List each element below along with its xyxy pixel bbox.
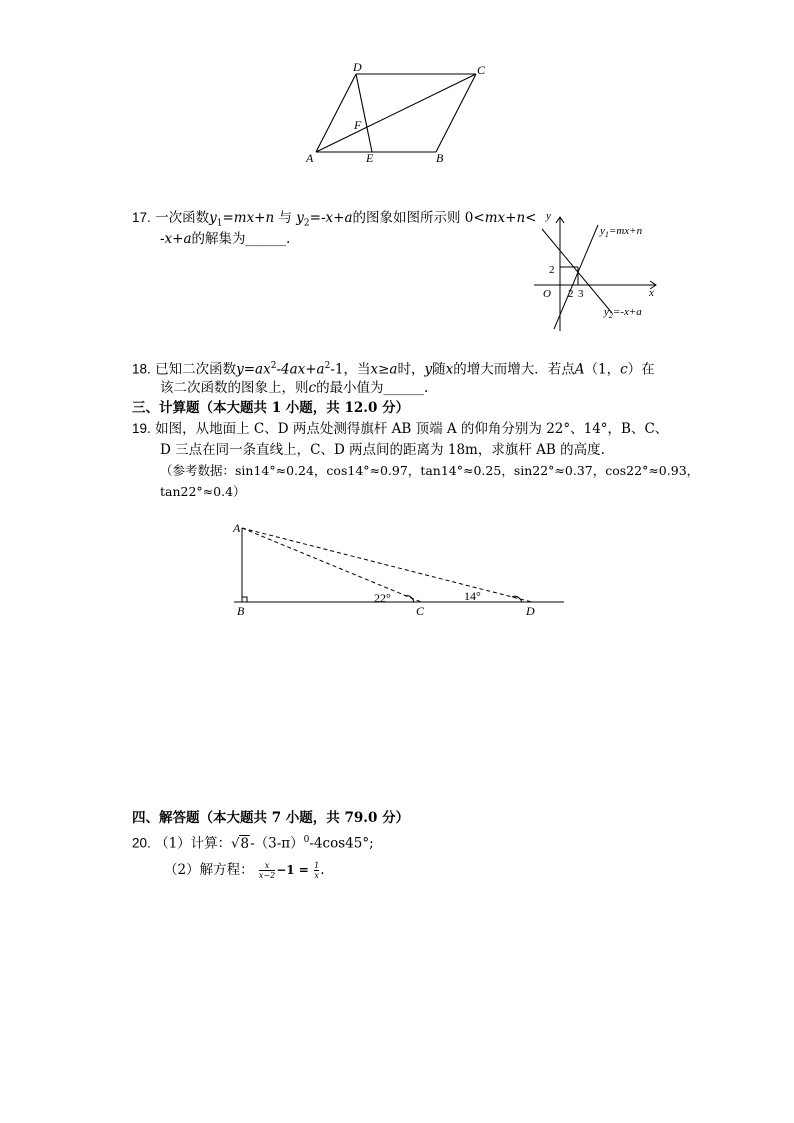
axis-x-label: x: [649, 287, 654, 299]
label-E: E: [366, 151, 374, 165]
line2-label: $y_2=-x+a$: [604, 306, 642, 320]
frac2-num: 1: [314, 861, 320, 870]
label-D: D: [353, 60, 362, 74]
q20-part2: [164, 860, 325, 880]
q19-line3: （参考数据：sin14°≈0.24，cos14°≈0.97，tan14°≈0.25，sin22°≈0.37，cos22°≈0.93，: [160, 463, 700, 478]
q17-var: y: [209, 210, 217, 226]
flagpole-figure: [228, 518, 573, 622]
q19-line1: [132, 419, 668, 439]
q17-expr2: =-x+a: [309, 210, 353, 226]
q17-text2: 与: [278, 210, 292, 226]
q18-line1: [132, 356, 655, 380]
q18-line2: [160, 378, 428, 398]
q18-t7: x≥a: [370, 361, 398, 378]
q17-expr4: -x+a: [160, 231, 192, 247]
tick-x-2: 2: [568, 288, 574, 300]
q18-t2: y=ax: [236, 361, 271, 378]
q18-t8: 时，: [397, 361, 425, 378]
q18-t19: 的最小值为______.: [316, 380, 429, 396]
label-C: C: [477, 63, 486, 77]
q17-sub2: 2: [303, 218, 310, 229]
q19-line2: D 三点在同一条直线上，C、D 两点间的距离为 18m，求旗杆 AB 的高度.: [160, 442, 605, 458]
line1-label: $y_1=mx+n$: [600, 225, 643, 239]
q17-text: 一次函数: [155, 210, 210, 226]
q18-number: 18.: [132, 361, 151, 377]
fraction-2: [314, 861, 319, 880]
q19-t1: 如图，从地面上 C、D 两点处测得旗杆 AB 顶端 A 的仰角分别为 22°、14°，B、C、: [155, 421, 669, 437]
frac2-den: x: [314, 871, 319, 880]
q20-part1: [132, 830, 374, 855]
q18-t10: 随: [432, 361, 446, 378]
section-4-heading: 四、解答题（本大题共 7 小题，共 79.0 分）: [132, 810, 410, 826]
q17-text5: 的解集为______.: [191, 231, 291, 247]
q18-t3: 2: [270, 361, 277, 371]
q20-p1-rest: -（3-π）: [250, 835, 304, 852]
label-C: C: [416, 604, 425, 618]
q17-expr3: mx+n: [484, 210, 526, 226]
tick-x-3: 3: [578, 288, 584, 300]
q20-p2-end: .: [320, 862, 325, 878]
q18-t1: 已知二次函数: [155, 361, 237, 378]
label-B: B: [436, 151, 444, 165]
axis-y-label: y: [546, 210, 551, 222]
q18-t16: ）在: [627, 361, 655, 378]
q17-expr1: =mx+n: [222, 210, 275, 226]
q18-t13: A: [574, 361, 585, 378]
frac1-den: x−2: [258, 871, 276, 880]
q17-number: 17.: [132, 210, 151, 225]
q19-number: 19.: [132, 421, 151, 436]
q18-t14: （1，: [584, 361, 621, 378]
q19-line4: tan22°≈0.4）: [160, 484, 246, 499]
sqrt-symbol: √: [231, 836, 240, 852]
q18-t4: -4ax+a: [276, 361, 325, 378]
q20-p1-exp: 0: [303, 835, 310, 845]
q20-p2-label: （2）解方程：: [164, 862, 254, 878]
q17-sub: 1: [216, 218, 223, 229]
q18-t11: x: [445, 361, 454, 378]
angle-22: 22°: [374, 591, 391, 605]
q18-t12: 的增大而增大．若点: [453, 361, 575, 378]
q17-line2: [160, 229, 290, 249]
q17-text4: <: [525, 210, 537, 226]
label-A: A: [233, 521, 241, 535]
q18-t9: y: [424, 361, 433, 378]
q20-sqrt-arg: 8: [240, 835, 250, 852]
label-D: D: [526, 604, 535, 618]
label-B: B: [237, 604, 245, 618]
label-A: A: [306, 151, 314, 165]
fraction-1: [259, 861, 275, 880]
q17-text3: 的图象如图所示则 0<: [352, 210, 485, 226]
tick-y-2: 2: [549, 264, 555, 276]
q20-p1-tail: -4cos45°;: [309, 835, 374, 852]
q20-p1-label: （1）计算：: [155, 835, 232, 852]
q18-t15: c: [620, 361, 628, 378]
linear-functions-graph: [528, 205, 668, 333]
section-3-heading: 三、计算题（本大题共 1 小题，共 12.0 分）: [132, 400, 410, 416]
frac1-num: x: [264, 861, 270, 870]
q18-t6: -1，当: [330, 361, 371, 378]
q17-var2: y: [296, 210, 304, 226]
q20-number: 20.: [132, 835, 151, 851]
q18-t17: 该二次函数的图象上，则: [160, 380, 309, 396]
q18-t5: 2: [324, 361, 331, 371]
origin-label: O: [543, 288, 551, 300]
q20-p2-mid: −1 =: [276, 863, 309, 877]
label-F: F: [354, 118, 362, 132]
parallelogram-figure: [300, 58, 500, 170]
q18-t18: c: [308, 380, 317, 396]
angle-14: 14°: [464, 589, 481, 603]
